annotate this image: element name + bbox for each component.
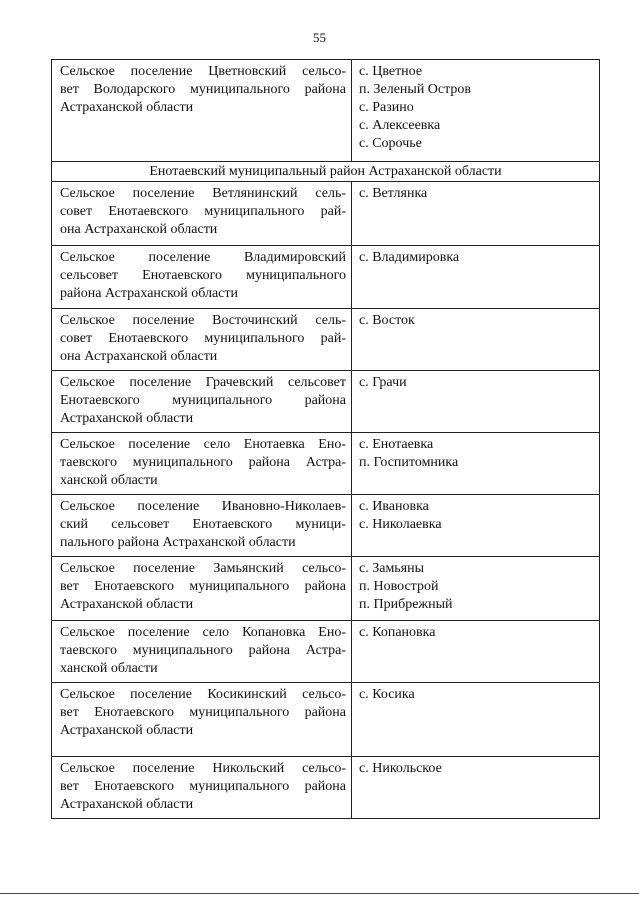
- settlement-name-cell: [52, 683, 352, 757]
- settlement-item: с. Грачи: [359, 375, 407, 390]
- name-line: Сельское поселение Цветновский сельсо-: [60, 64, 346, 79]
- name-line: Астраханской области: [60, 100, 194, 115]
- settlement-list-cell: [352, 757, 600, 819]
- settlement-name-cell: [52, 60, 352, 162]
- table-row: [52, 371, 600, 433]
- settlement-name-cell: [52, 495, 352, 557]
- name-line: Астраханской области: [60, 723, 194, 738]
- settlement-name-cell: [52, 371, 352, 433]
- settlement-list-cell: [352, 246, 600, 309]
- name-line: вет Енотаевского муниципального района: [60, 579, 346, 594]
- name-line: совет Енотаевского муниципального рай-: [60, 204, 346, 219]
- section-header-row: [52, 162, 600, 182]
- bottom-rule: [0, 893, 639, 894]
- settlement-item: с. Разино: [359, 100, 414, 115]
- name-line: Астраханской области: [60, 597, 194, 612]
- name-line: вет Енотаевского муниципального района: [60, 779, 346, 794]
- settlement-item: п. Прибрежный: [359, 597, 453, 612]
- name-line: Енотаевского муниципального района: [60, 393, 346, 408]
- name-line: Сельское поселение Никольский сельсо-: [60, 761, 346, 776]
- name-line: Сельское поселение Косикинский сельсо-: [60, 687, 346, 702]
- settlement-item: с. Замьяны: [359, 561, 425, 576]
- name-line: района Астраханской области: [60, 286, 239, 301]
- name-line: таевского муниципального района Астра-: [60, 643, 346, 658]
- settlement-list-cell: [352, 557, 600, 621]
- settlement-name-cell: [52, 246, 352, 309]
- name-line: Астраханской области: [60, 797, 194, 812]
- settlement-item: с. Косика: [359, 687, 415, 702]
- table-row: [52, 60, 600, 162]
- name-line: Сельское поселение село Копановка Ено-: [60, 625, 346, 640]
- settlements-table: [51, 59, 600, 819]
- table-row: [52, 683, 600, 757]
- name-line: таевского муниципального района Астра-: [60, 455, 346, 470]
- settlement-item: с. Ивановка: [359, 499, 429, 514]
- name-line: совет Енотаевского муниципального рай-: [60, 331, 346, 346]
- settlement-item: с. Восток: [359, 313, 415, 328]
- page-number: 55: [313, 30, 326, 45]
- settlement-item: с. Енотаевка: [359, 437, 434, 452]
- name-line: Сельское поселение Ветлянинский сель-: [60, 186, 346, 201]
- settlement-name-cell: [52, 757, 352, 819]
- name-line: ский сельсовет Енотаевского муници-: [60, 517, 346, 532]
- table-row: [52, 495, 600, 557]
- name-line: Астраханской области: [60, 411, 194, 426]
- settlement-list-cell: [352, 683, 600, 757]
- name-line: сельсовет Енотаевского муниципального: [60, 268, 346, 283]
- settlement-item: с. Никольское: [359, 761, 442, 776]
- settlement-item: п. Госпитомника: [359, 455, 459, 470]
- settlement-name-cell: [52, 433, 352, 495]
- section-title: Енотаевский муниципальный район Астраханской области: [52, 162, 600, 182]
- name-line: она Астраханской области: [60, 222, 218, 237]
- settlement-item: с. Цветное: [359, 64, 423, 79]
- table-row: [52, 621, 600, 683]
- settlement-name-cell: [52, 309, 352, 371]
- name-line: вет Енотаевского муниципального района: [60, 705, 346, 720]
- settlement-name-cell: [52, 621, 352, 683]
- settlement-list-cell: [352, 621, 600, 683]
- settlement-name-cell: [52, 557, 352, 621]
- name-line: вет Володарского муниципального района: [60, 82, 346, 97]
- name-line: Сельское поселение Замьянский сельсо-: [60, 561, 346, 576]
- settlement-list-cell: [352, 309, 600, 371]
- table-row: [52, 757, 600, 819]
- table-row: [52, 557, 600, 621]
- name-line: ханской области: [60, 473, 158, 488]
- settlement-list-cell: [352, 371, 600, 433]
- settlement-item: с. Николаевка: [359, 517, 442, 532]
- settlement-item: п. Зеленый Остров: [359, 82, 472, 97]
- name-line: она Астраханской области: [60, 349, 218, 364]
- table-row: [52, 433, 600, 495]
- settlement-item: с. Алексеевка: [359, 118, 441, 133]
- name-line: Сельское поселение Восточинский сель-: [60, 313, 346, 328]
- settlement-list-cell: [352, 433, 600, 495]
- settlement-item: с. Владимировка: [359, 250, 460, 265]
- settlement-item: п. Новострой: [359, 579, 439, 594]
- name-line: Сельское поселение Грачевский сельсовет: [60, 375, 346, 390]
- name-line: Сельское поселение село Енотаевка Ено-: [60, 437, 346, 452]
- settlement-item: с. Ветлянка: [359, 186, 428, 201]
- settlement-list-cell: [352, 495, 600, 557]
- name-line: ханской области: [60, 661, 158, 676]
- name-line: Сельское поселение Ивановно-Николаев-: [60, 499, 346, 514]
- name-line: пального района Астраханской области: [60, 535, 296, 550]
- settlement-name-cell: [52, 182, 352, 246]
- name-line: Сельское поселение Владимировский: [60, 250, 346, 265]
- table-row: [52, 309, 600, 371]
- settlement-list-cell: [352, 60, 600, 162]
- table-row: [52, 182, 600, 246]
- settlement-item: с. Сорочье: [359, 136, 422, 151]
- settlement-list-cell: [352, 182, 600, 246]
- table-row: [52, 246, 600, 309]
- settlement-item: с. Копановка: [359, 625, 436, 640]
